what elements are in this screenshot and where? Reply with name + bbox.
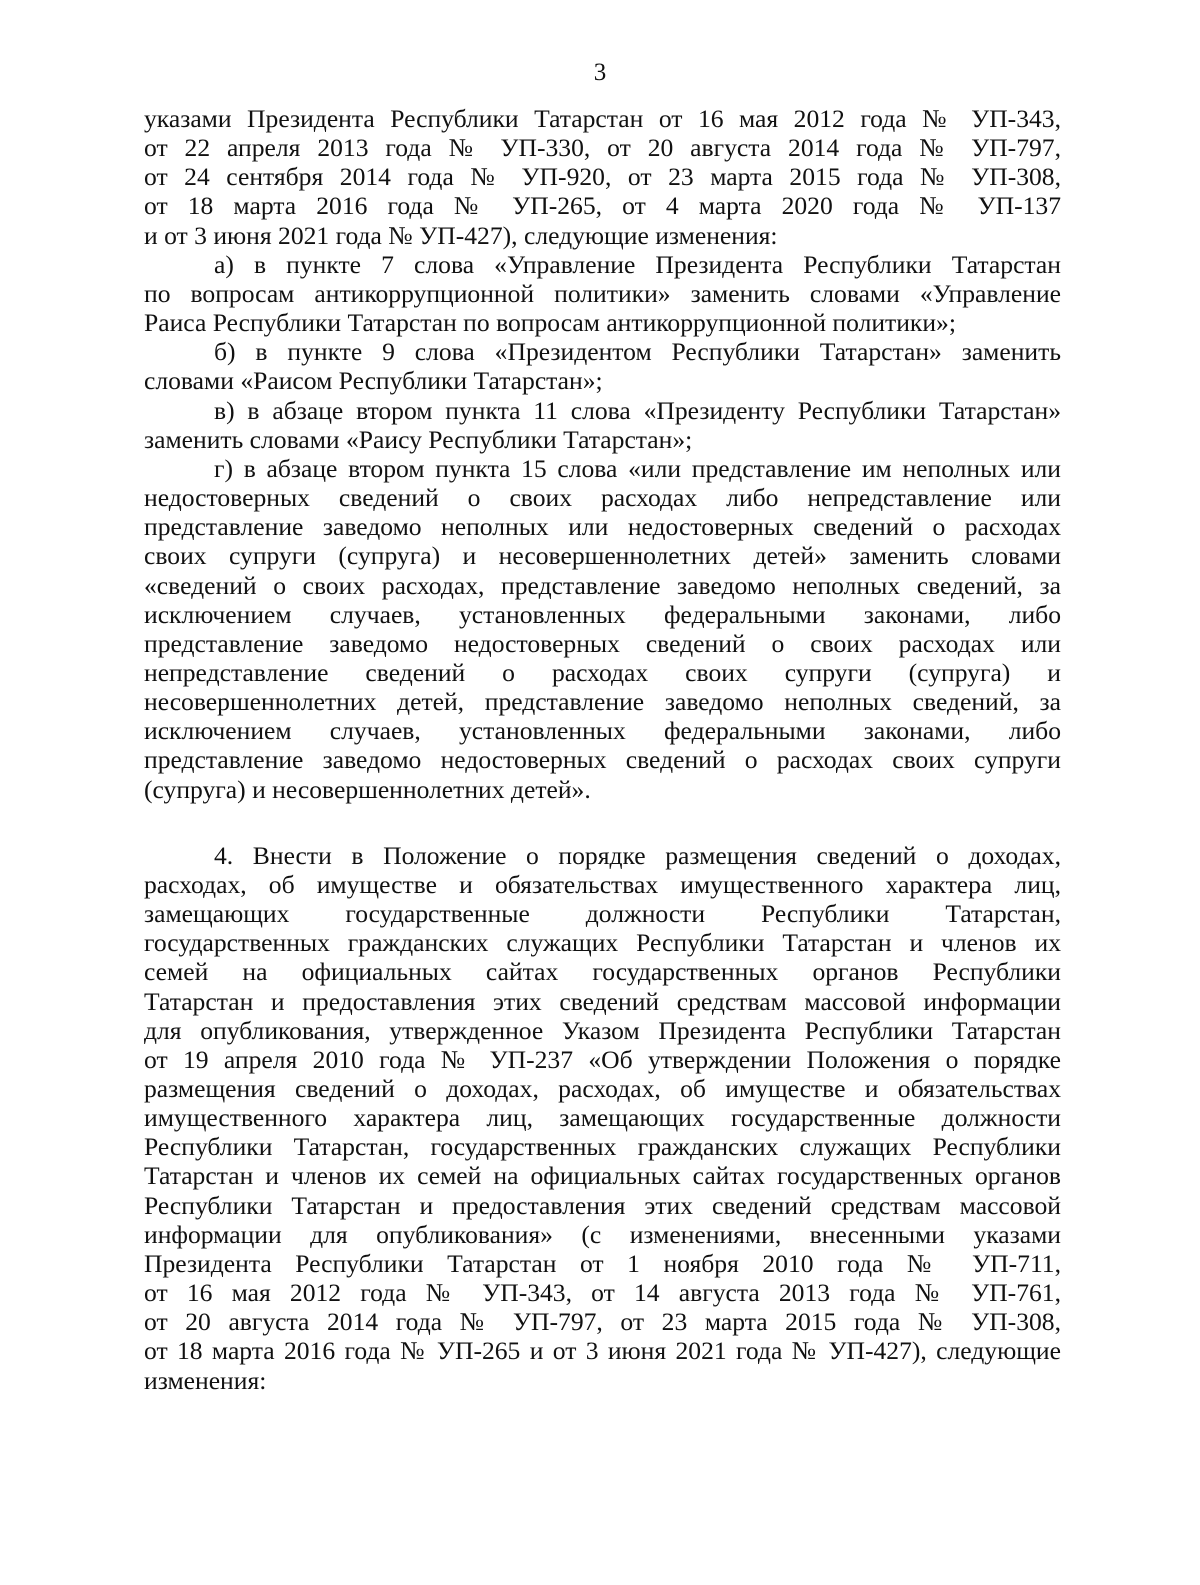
text-line: Татарстан и предоставления этих сведений средствам массовой информации (144, 986, 1061, 1016)
text-line: исключением случаев, установленных федеральными законами, либо (144, 599, 1061, 629)
paragraph-item-v (144, 396, 1061, 454)
text-line: от 24 сентября 2014 года № УП-920, от 23 марта 2015 года № УП-308, (144, 162, 1061, 192)
paragraph-item-g (144, 454, 1061, 804)
paragraph-gap (144, 804, 1061, 841)
text-line: Республики Татарстан, государственных гражданских служащих Республики (144, 1132, 1061, 1162)
text-line: изменения: (144, 1365, 267, 1395)
text-line: представление заведомо недостоверных сведений о расходах своих супруги (144, 745, 1061, 775)
text-line: информации для опубликования» (с изменениями, внесенными указами (144, 1219, 1061, 1249)
text-line: от 18 марта 2016 года № УП-265, от 4 марта 2020 года № УП-137 (144, 191, 1061, 221)
text-line: от 18 марта 2016 года № УП-265 и от 3 июня 2021 года № УП-427), следующие (144, 1336, 1061, 1366)
text-line: размещения сведений о доходах, расходах, об имуществе и обязательствах (144, 1074, 1061, 1103)
text-line: «сведений о своих расходах, представление заведомо неполных сведений, за (144, 570, 1061, 600)
text-line: государственных гражданских служащих Республики Татарстан и членов их (144, 928, 1061, 958)
text-line: указами Президента Республики Татарстан от 16 мая 2012 года № УП-343, (144, 104, 1061, 133)
text-line: от 20 августа 2014 года № УП-797, от 23 марта 2015 года № УП-308, (144, 1307, 1061, 1337)
paragraph-continuation (144, 104, 1061, 250)
text-line: замещающих государственные должности Республики Татарстан, (144, 899, 1061, 929)
text-line: Раиса Республики Татарстан по вопросам антикоррупционной политики»; (144, 308, 956, 338)
text-line: имущественного характера лиц, замещающих государственные должности (144, 1103, 1061, 1133)
text-line: б) в пункте 9 слова «Президентом Республики Татарстан» заменить (214, 337, 1061, 367)
paragraph-item-4 (144, 841, 1061, 1395)
text-line: Республики Татарстан и предоставления этих сведений средствам массовой (144, 1190, 1061, 1220)
page-number: 3 (593, 59, 607, 86)
text-line: от 19 апреля 2010 года № УП-237 «Об утверждении Положения о порядке (144, 1044, 1061, 1074)
paragraph-item-a (144, 250, 1061, 337)
text-line: исключением случаев, установленных федеральными законами, либо (144, 716, 1061, 746)
text-line: по вопросам антикоррупционной политики» заменить словами «Управление (144, 278, 1061, 308)
text-line: (супруга) и несовершеннолетних детей». (144, 774, 591, 804)
text-line: для опубликования, утвержденное Указом Президента Республики Татарстан (144, 1015, 1061, 1045)
text-line: расходах, об имуществе и обязательствах имущественного характера лиц, (144, 869, 1061, 899)
text-line: 4. Внести в Положение о порядке размещения сведений о доходах, (214, 840, 1061, 870)
text-line: а) в пункте 7 слова «Управление Президента Республики Татарстан (214, 249, 1061, 279)
text-line: своих супруги (супруга) и несовершеннолетних детей» заменить словами (144, 541, 1061, 571)
text-line: Президента Республики Татарстан от 1 ноября 2010 года № УП-711, (144, 1248, 1061, 1278)
text-line: от 22 апреля 2013 года № УП-330, от 20 августа 2014 года № УП-797, (144, 133, 1061, 163)
text-line: представление заведомо неполных или недостоверных сведений о расходах (144, 512, 1061, 542)
paragraph-item-b (144, 337, 1061, 395)
text-line: от 16 мая 2012 года № УП-343, от 14 августа 2013 года № УП-761, (144, 1278, 1061, 1308)
text-line: и от 3 июня 2021 года № УП-427), следующие изменения: (144, 220, 778, 250)
text-line: недостоверных сведений о своих расходах либо непредставление или (144, 483, 1061, 513)
text-line: Татарстан и членов их семей на официальных сайтах государственных органов (144, 1161, 1061, 1191)
text-line: семей на официальных сайтах государственных органов Республики (144, 957, 1061, 987)
text-line: несовершеннолетних детей, представление заведомо неполных сведений, за (144, 687, 1061, 717)
text-line: непредставление сведений о расходах своих супруги (супруга) и (144, 657, 1061, 687)
text-line: г) в абзаце втором пункта 15 слова «или представление им неполных или (214, 453, 1061, 483)
text-line: словами «Раисом Республики Татарстан»; (144, 366, 603, 396)
document-body (144, 104, 1061, 1395)
text-line: представление заведомо недостоверных сведений о своих расходах или (144, 628, 1061, 658)
text-line: в) в абзаце втором пункта 11 слова «Президенту Республики Татарстан» (214, 395, 1061, 425)
text-line: заменить словами «Раису Республики Татарстан»; (144, 424, 693, 454)
